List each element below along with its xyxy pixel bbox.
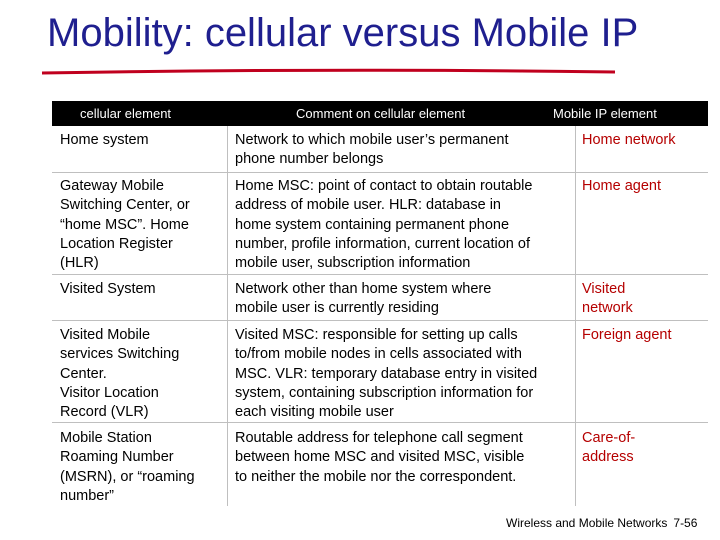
header-cellular-element: cellular element <box>80 106 172 121</box>
comment-cell: Home MSC: point of contact to obtain routable address of mobile user. HLR: database in home system containing permanent phone number, profile information, current location of mobile user, subscription information <box>235 178 533 272</box>
mobile-ip-cell: Foreign agent <box>582 327 672 343</box>
row-divider <box>52 320 708 321</box>
mobile-ip-cell: Visited network <box>582 281 633 317</box>
cellular-element-cell: Mobile Station Roaming Number (MSRN), or “roaming number” <box>60 430 195 504</box>
comment-cell: Routable address for telephone call segment between home MSC and visited MSC, visible to neither the mobile nor the correspondent. <box>235 430 525 485</box>
title-underline <box>40 66 620 78</box>
cellular-element-cell: Home system <box>60 132 149 148</box>
slide-footer <box>506 516 697 530</box>
footer-text: Wireless and Mobile Networks <box>506 516 668 530</box>
column-divider <box>575 126 576 506</box>
cellular-element-cell: Visited Mobile services Switching Center. Visitor Location Record (VLR) <box>60 327 180 421</box>
column-divider <box>227 126 228 506</box>
comment-cell: Network other than home system where mobile user is currently residing <box>235 281 492 317</box>
comment-cell: Visited MSC: responsible for setting up calls to/from mobile nodes in cells associated with MSC. VLR: temporary database entry in visited system, containing subscription information for each visiting mobile user <box>235 327 538 421</box>
row-divider <box>52 274 708 275</box>
mobile-ip-cell: Home agent <box>582 178 661 194</box>
cellular-element-cell: Visited System <box>60 281 156 297</box>
mobile-ip-cell: Home network <box>582 132 676 148</box>
header-comment: Comment on cellular element <box>296 106 466 121</box>
cellular-element-cell: Gateway Mobile Switching Center, or “home MSC”. Home Location Register (HLR) <box>60 178 190 272</box>
header-mobile-ip-element: Mobile IP element <box>553 106 657 121</box>
table-header <box>52 101 708 126</box>
page-number: 7-56 <box>673 516 698 530</box>
slide-title: Mobility: cellular versus Mobile IP <box>47 11 639 55</box>
mobile-ip-cell: Care-of- address <box>582 430 636 466</box>
row-divider <box>52 172 708 173</box>
comment-cell: Network to which mobile user’s permanent phone number belongs <box>235 132 509 168</box>
